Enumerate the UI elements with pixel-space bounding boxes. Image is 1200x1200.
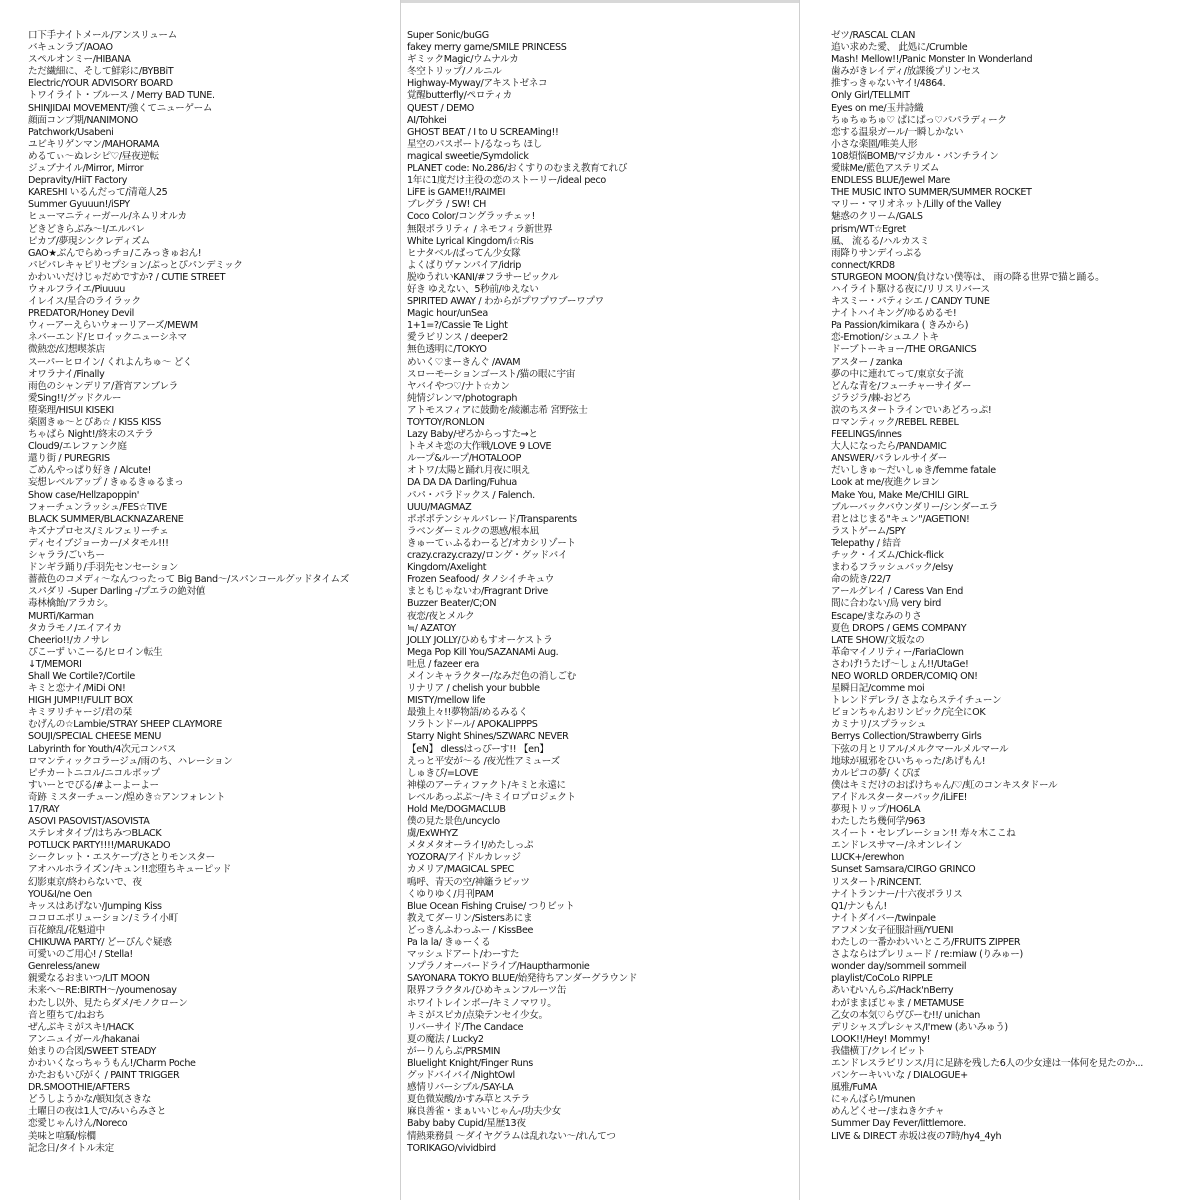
song-entry: むげんの☆Lambie/STRAY SHEEP CLAYMORE (28, 719, 222, 731)
song-entry: 百花繚乱/花魁道中 (28, 924, 105, 936)
song-entry: ちゅちゅちゅ♡ ぱにぱっ♡パパラディーク (831, 114, 1007, 126)
song-entry: THE MUSIC INTO SUMMER/SUMMER ROCKET (831, 187, 1032, 199)
song-entry: キッスはあげない/Jumping Kiss (28, 900, 162, 912)
song-entry: playlist/CoCoLo RIPPLE (831, 973, 933, 985)
song-entry: ANSWER/パラレルサイダー (831, 453, 947, 465)
song-entry: 乙女の本気♡らヴぴーむ!!/ unichan (831, 1009, 980, 1021)
song-entry: デリシャスプレシャス/I'mew (あいみゅう) (831, 1021, 1008, 1033)
song-entry: 恋愛じゃんけん/Noreco (28, 1118, 128, 1130)
song-entry: Blue Ocean Fishing Cruise/ つりビット (407, 900, 575, 912)
song-entry: ユビキリゲンマン/MAHORAMA (28, 138, 159, 150)
song-entry: ジュブナイル/Mirror, Mirror (28, 163, 144, 175)
song-entry: Summer Gyuuun!/iSPY (28, 199, 130, 211)
song-entry: Magic hour/unSea (407, 308, 488, 320)
song-entry: アフメン女子征服計画/YUENI (831, 924, 954, 936)
song-entry: めんどくせー/まねきケチャ (831, 1106, 945, 1118)
song-entry: わがままぼじゃま / METAMUSE (831, 997, 964, 1009)
song-entry: スイート・セレブレーション!! 寿々木ここね (831, 828, 1016, 840)
song-entry: 教えてダーリン/Sistersあにま (407, 912, 533, 924)
song-entry: わたし以外、見たらダメ/モノクローン (28, 997, 188, 1009)
song-entry: wonder day/sommeil sommeil (831, 961, 967, 973)
song-entry: 大人になったら/PANDAMIC (831, 441, 947, 453)
song-entry: TOYTOY/RONLON (407, 417, 485, 428)
song-entry: さわげ!うたげ〜しょん!!/UtaGe! (831, 658, 969, 670)
song-entry: Look at me/夜進クレヨン (831, 477, 940, 489)
song-entry: がーりんらぷ/PRSMIN (407, 1045, 501, 1057)
song-entry: ごめんやっぱり好き / Alcute! (28, 465, 152, 477)
song-entry: アオハルホライズン/キュン!!恋堕ちキューピッド (28, 864, 231, 876)
song-entry: Summer Day Fever/littlemore. (831, 1118, 966, 1130)
song-entry: アールグレイ / Caress Van End (831, 586, 964, 598)
song-entry: めるてぃ〜ぬレシピ♡/昼夜逆転 (28, 150, 159, 162)
song-entry: 純情ジレンマ/photograph (407, 392, 518, 404)
song-entry: Cheerio!!/カノサレ (28, 634, 110, 646)
song-entry: ラベンダーミルクの悪感/根本凪 (407, 525, 539, 537)
song-entry: 無限ポラリティ / ネモフィラ新世界 (407, 223, 553, 235)
song-entry: Eyes on me/玉井詩織 (831, 102, 924, 114)
song-entry: カルピコの夢/ くぴぽ (831, 767, 920, 779)
song-entry: Cloud9/エレファンク庭 (28, 441, 127, 453)
song-entry: 革命マイノリティー/FariaClown (831, 646, 964, 658)
song-entry: 還り街 / PUREGRIS (28, 453, 110, 465)
song-entry: 好き ゆえない、5秒前/ゆえない (407, 283, 539, 295)
song-entry: 覚醒butterfly/ペロティカ (407, 90, 512, 102)
song-entry: かわいいだけじゃだめですか? / CUTIE STREET (28, 271, 226, 283)
song-entry: かわいくなっちゃうもん!/Charm Poche (28, 1057, 196, 1069)
song-entry: さよならはプレリュード / re:miaw (りみゅー) (831, 949, 1023, 961)
song-entry: 夏の魔法 / Lucky2 (407, 1033, 484, 1045)
song-entry: メインキャラクター/なみだ色の消しごむ (407, 670, 576, 682)
song-entry: エンドレスサマー/ネオンレイン (831, 840, 963, 852)
song-list-column-2 (400, 0, 800, 1200)
song-entry: Show case/Hellzapoppin' (28, 489, 140, 501)
song-entry: UUU/MAGMAZ (407, 501, 472, 513)
song-entry: ヤバイやつ♡/ナト☆カン (407, 380, 510, 392)
song-entry: TORIKAGO/vividbird (407, 1142, 496, 1154)
song-entry: キミヲリチャージ/君の栞 (28, 707, 132, 719)
song-entry: マリー・マリオネット/Lilly of the Valley (831, 199, 1002, 211)
song-entry: 美味と喧騒/棕櫚 (28, 1130, 96, 1142)
song-entry: Bluelight Knight/Finger Runs (407, 1057, 533, 1069)
song-entry: フォーチュンラッシュ/FES☆TIVE (28, 501, 167, 513)
song-entry: ENDLESS BLUE/Jewel Mare (831, 175, 950, 187)
song-entry: ハイライト駆ける夜に/リリスリバース (831, 283, 990, 295)
song-entry: POTLUCK PARTY!!!!/MARUKADO (28, 840, 171, 852)
song-entry: Coco Color/コングラッチェッ! (407, 211, 535, 223)
song-entry: 夢の中に連れてって/東京女子流 (831, 368, 964, 380)
song-entry: すいーとでぴる/#よーよーよー (28, 779, 159, 791)
song-entry: 愛ラビリンス / deeper2 (407, 332, 508, 344)
song-entry: 顔面コンプ期/NANIMONO (28, 114, 138, 126)
song-entry: 歯みがきレイディ/放課後プリンセス (831, 66, 981, 78)
song-entry: ディセイブジョーカー/メタモル!!! (28, 537, 169, 549)
song-entry: パンケーキいいな / DIALOGUE+ (831, 1070, 968, 1082)
song-entry: LIVE & DIRECT 赤坂は夜の7時/hy4_4yh (831, 1130, 1002, 1142)
song-entry: Lazy Baby/ぜろからっすた→と (407, 429, 538, 441)
song-entry: 脱ゆうれいKANI/#フラサーピックル (407, 271, 559, 283)
song-entry: 妄想レベルアップ / きゅるきゅるまっ (28, 477, 184, 489)
song-entry: ぴこーず いこーる/ヒロイン転生 (28, 646, 163, 658)
song-entry: Escape/まなみのりさ (831, 610, 922, 622)
song-entry: 雨色のシャンデリア/蒼宵アンブレラ (28, 380, 178, 392)
song-entry: 恋する温泉ガール/一瞬しかない (831, 126, 964, 138)
song-entry: Super Sonic/buGG (407, 30, 489, 41)
song-entry: ブレグラ / SW! CH (407, 199, 486, 211)
song-entry: LATE SHOW/文坂なの (831, 634, 925, 646)
song-entry: GHOST BEAT / I to U SCREAMing!! (407, 126, 559, 138)
song-entry: STURGEON MOON/負けない僕等は、 雨の降る世界で猫と踊る。 (831, 271, 1105, 283)
song-entry: Hold Me/DOGMACLUB (407, 804, 506, 815)
song-entry: イレイス/星合のライラック (28, 296, 141, 308)
song-entry: 推すっきゃないヤイ!/4864. (831, 78, 946, 90)
song-entry: Pa la la/ きゅーくる (407, 937, 491, 949)
song-entry: ループ&ループ/HOTALOOP (407, 453, 522, 465)
song-entry: LUCK+/erewhon (831, 852, 905, 864)
song-entry: 最強上々!!夢物語/めるみるく (407, 707, 528, 719)
song-entry: 僕の見た景色/uncyclo (407, 816, 500, 828)
song-entry: 可愛いのご用心! / Stella! (28, 949, 133, 961)
song-entry: グッドバイバイ/NightOwl (407, 1070, 515, 1082)
song-entry: スーパーヒロイン/ くれよんちゅ〜 どく (28, 356, 193, 368)
song-entry: Patchwork/Usabeni (28, 126, 114, 138)
song-entry: 夜恋/夜とメルク (407, 610, 475, 622)
song-entry: BLACK SUMMER/BLACKNAZARENE (28, 513, 184, 525)
song-entry: 吐息 / fazeer era (407, 658, 480, 670)
song-entry: 冬空トリップ/ノルニル (407, 66, 502, 78)
song-entry: 魅惑のクリーム/GALS (831, 211, 923, 223)
song-entry: まわるフラッシュバック/elsy (831, 562, 954, 574)
song-list-column-1 (0, 0, 400, 1200)
song-entry: DA DA DA Darling/Fuhua (407, 477, 517, 489)
song-entry: Frozen Seafood/ タノシイチキュウ (407, 574, 555, 586)
song-entry: カミナリ/スプラッシュ (831, 719, 926, 731)
song-entry: ぜんぶキミがスキ!/HACK (28, 1021, 134, 1033)
song-entry: マッシュドアート/わーすた (407, 949, 520, 961)
song-entry: どうしようかな/頓知気さきな (28, 1094, 152, 1106)
song-entry: 夏色微炭酸/かすみ草とステラ (407, 1094, 530, 1106)
song-entry: リナリア / chelish your bubble (407, 683, 540, 695)
song-entry: 堕楽理/HISUI KISEKI (28, 404, 114, 416)
song-entry: 追い求めた愛、 此処に/Crumble (831, 42, 968, 54)
song-entry: 親愛なるおまいつ/LIT MOON (28, 973, 150, 985)
song-entry: ↓T/MEMORI (28, 658, 82, 670)
song-entry: ≒/ AZATOY (407, 622, 456, 634)
song-entry: Electric/YOUR ADVISORY BOARD (28, 78, 173, 90)
song-entry: HIGH JUMP!!/FULIT BOX (28, 695, 133, 707)
song-entry: トレンドデレラ/ さよならステイチューン (831, 695, 1002, 707)
song-entry: ギミックMagic/ウムナルカ (407, 54, 519, 66)
song-entry: ただ繊細に、そして鮮彩に/BYBBiT (28, 66, 174, 78)
song-entry: 毒林檎飴/アラカシ。 (28, 598, 114, 610)
song-entry: 間に合わない/鳥 very bird (831, 598, 942, 610)
song-entry: 情熱乗務員 〜ダイヤグラムは乱れない〜/れんてつ (407, 1130, 616, 1142)
song-entry: だいしきゅ〜だいしゅき/femme fatale (831, 465, 996, 477)
song-entry: アンニュイガール/hakanai (28, 1033, 140, 1045)
song-entry: ASOVI PASOVIST/ASOVISTA (28, 816, 150, 828)
song-entry: Baby baby Cupid/星歴13夜 (407, 1118, 526, 1130)
song-entry: 命の続き/22/7 (831, 574, 892, 586)
song-entry: ナイトハイキング/ゆるめるモ! (831, 308, 957, 320)
song-entry: 君とはじまる"キュン"/AGETION! (831, 513, 970, 525)
song-entry: ナイトランナー/十六夜ポラリス (831, 888, 963, 900)
song-entry: わたしの一番かわいいところ/FRUITS ZIPPER (831, 937, 1021, 949)
song-entry: ブルーバックバウンダリー/シンダーエラ (831, 501, 998, 513)
song-entry: 愛昧Me/藍色アステリズム (831, 163, 940, 175)
song-entry: まともじゃないわ/Fragrant Drive (407, 586, 548, 598)
song-entry: アトモスフィアに鼓動を/綾瀬志希 宮野弦士 (407, 404, 588, 416)
song-entry: リスタート/RiNCENT. (831, 876, 922, 888)
song-entry: 風雅/FuMA (831, 1082, 877, 1094)
song-entry: Mash! Mellow!!/Panic Monster In Wonderland (831, 54, 1033, 66)
song-entry: どんな青を/フューチャーサイダー (831, 380, 972, 392)
song-entry: ピチカートニコル/ニコルポップ (28, 767, 160, 779)
song-entry: パパ・パラドックス / Falench. (407, 489, 535, 501)
song-entry: オワラナイ/Finally (28, 368, 105, 380)
song-entry: KARESHI いるんだって/清竜人25 (28, 187, 168, 199)
song-entry: 1年に1度だけ主役の恋のストーリー/ideal peco (407, 175, 606, 187)
song-entry: MISTY/mellow life (407, 695, 486, 707)
song-entry: ジラジラ/棘-おどろ (831, 392, 911, 404)
song-entry: キミと恋ナイ/MiDi ON! (28, 683, 126, 695)
song-list-column-3 (800, 0, 1200, 1200)
song-entry: ネバーエンド/ヒロイックニューシネマ (28, 332, 187, 344)
song-entry: Berrys Collection/Strawberry Girls (831, 731, 982, 743)
song-entry: くゆりゆく/月刊PAM (407, 888, 494, 900)
song-entry: ココロエボリューション/ミライ小町 (28, 912, 178, 924)
song-entry: DR.SMOOTHIE/AFTERS (28, 1082, 130, 1094)
song-entry: Make You, Make Me/CHILI GIRL (831, 489, 969, 501)
song-entry: 記念日/タイトル未定 (28, 1142, 114, 1154)
song-entry: しゅきぴ/=LOVE (407, 767, 479, 779)
song-entry: どっきんふわっふー / KissBee (407, 924, 534, 936)
song-entry: バキュンラブ/AOAO (28, 42, 113, 54)
song-entry: NEO WORLD ORDER/COMIQ ON! (831, 670, 978, 682)
song-entry: 奇跡 ミスターチューン/煌めき☆アンフォレント (28, 791, 226, 803)
song-entry: メタメタオーライ!/めたしっぷ (407, 840, 534, 852)
song-entry: 始まりの合図/SWEET STEADY (28, 1045, 157, 1057)
song-entry: 麻良善雀・まぁいいじゃん-/功夫少女 (407, 1106, 561, 1118)
song-entry: MURTi/Karman (28, 610, 94, 622)
song-entry: SHINJIDAI MOVEMENT/強くてニューゲーム (28, 102, 213, 114)
song-entry: 涙のちスタートラインでいあどろっぷ! (831, 404, 992, 416)
song-entry: 薔薇色のコメディ〜なんつったって Big Band〜/スパンコールグッドタイムズ (28, 574, 349, 586)
song-entry: Shall We Cortile?/Cortile (28, 670, 135, 682)
song-entry: SAYONARA TOKYO BLUE/始発待ちアンダーグラウンド (407, 973, 638, 985)
song-entry: 未来へ〜RE:BIRTH〜/youmenosay (28, 985, 177, 997)
song-entry: Highway-Myway/アキストゼネコ (407, 78, 548, 90)
song-entry: 夏色 DROPS / GEMS COMPANY (831, 622, 967, 634)
song-entry: ゼツ/RASCAL CLAN (831, 30, 916, 41)
song-entry: Only Girl/TELLMIT (831, 90, 910, 102)
song-entry: ちゃぱら Night!/終末のステラ (28, 429, 154, 441)
song-entry: チック・イズム/Chick-flick (831, 550, 944, 562)
song-entry: Starry Night Shines/SZWARC NEVER (407, 731, 569, 743)
song-entry: Kingdom/Axelight (407, 562, 487, 574)
song-entry: ドンギラ踊り/手羽先センセーション (28, 562, 179, 574)
song-entry: 108煩悩BOMB/マジカル・パンチライン (831, 150, 999, 162)
song-entry: ヒューマニティーガール/ネムリオルカ (28, 211, 187, 223)
song-entry: YOU&I/ne Oen (28, 888, 92, 900)
song-entry: オトワ/太陽と踊れ月夜に唄え (407, 465, 531, 477)
song-entry: ドーブトーキョー/THE ORGANICS (831, 344, 977, 356)
song-entry: 限界フラクタル/ひめキュンフルーツ缶 (407, 985, 567, 997)
song-entry: LiFE is GAME!!/RAIMEI (407, 187, 506, 199)
song-entry: 神様のアーティファクト/キミと永遠に (407, 779, 566, 791)
song-entry: スペルオンミー/HIBANA (28, 54, 131, 66)
song-entry: PREDATOR/Honey Devil (28, 308, 134, 320)
song-entry: ソプラノオーバードライブ/Hauptharmonie (407, 961, 590, 973)
song-entry: パピパレキャピリセプション/ぷっとぴパンデミック (28, 259, 243, 271)
song-entry: 星瞬日記/comme moi (831, 683, 925, 695)
song-entry: connect/KRD8 (831, 259, 895, 271)
song-entry: 雨降りサンデイっぷる (831, 247, 922, 259)
song-entry: 無色透明に/TOKYO (407, 344, 487, 356)
song-entry: カメリア/MAGICAL SPEC (407, 864, 514, 876)
song-entry: にゃんばら!/munen (831, 1094, 916, 1106)
song-entry: 1+1=?/Cassie Te Light (407, 320, 508, 332)
song-entry: LOOK!!/Hey! Mommy! (831, 1033, 931, 1045)
song-entry: 口下手ナイトメール/アンスリューム (28, 30, 177, 41)
song-entry: 僕はキミだけのおばけちゃん/♡/虹のコンキスタドール (831, 779, 1058, 791)
song-entry: どきどきらぶみ〜!/エルバレ (28, 223, 145, 235)
song-entry: prism/WT☆Egret (831, 223, 906, 235)
song-entry: ヒナタベル/ぱってん少女隊 (407, 247, 521, 259)
song-entry: ウォルフライエ/Piuuuu (28, 283, 125, 295)
song-entry: キズナプロセス/ミルフェリーチェ (28, 525, 169, 537)
song-entry: SOUJI/SPECIAL CHEESE MENU (28, 731, 162, 743)
song-entry: ウィーアーえらいウォーリアーズ/MEWM (28, 320, 198, 332)
song-entry: White Lyrical Kingdom/i☆Ris (407, 235, 534, 247)
song-entry: ステレオタイプ/はちみつBLACK (28, 828, 162, 840)
song-entry: ロマンティック/REBEL REBEL (831, 417, 959, 428)
song-entry: かたおもいぴがく / PAINT TRIGGER (28, 1070, 180, 1082)
song-entry: ピカブ/夢現シンクレディズム (28, 235, 150, 247)
song-entry: 我儘横丁/クレイビット (831, 1045, 926, 1057)
song-entry: スパダリ -Super Darling -/プエラの絶対値 (28, 586, 206, 598)
song-entry: Genreless/anew (28, 961, 100, 973)
song-entry: 【eN】 dlessはっぴーす!! 【en】 (407, 743, 549, 755)
song-entry: 幻影東京/終わらないで、夜 (28, 876, 142, 888)
song-entry: Mega Pop Kill You/SAZANAMi Aug. (407, 646, 559, 658)
song-entry: 恋-Emotion/シュユノトキ (831, 332, 939, 344)
song-entry: 鳴呼、青天の空/神籬ラビッツ (407, 876, 530, 888)
song-entry: JOLLY JOLLY/ひめもすオーケストラ (407, 634, 553, 646)
song-entry: きゅーてぃふるわーるど/オカシリゾート (407, 537, 576, 549)
song-entry: シークレット・エスケープ/さとりモンスター (28, 852, 215, 864)
song-entry: 楽園きゅ〜とぴあ☆ / KISS KISS (28, 417, 161, 428)
song-entry: めいく♡まーきんぐ /AVAM (407, 356, 521, 368)
song-entry: PLANET code: No.286/おくすりのむまえ教育てれび (407, 163, 628, 175)
song-entry: シャララ/ごいちー (28, 550, 105, 562)
song-entry: 虜/ExWHYZ (407, 828, 458, 840)
song-entry: Telepathy / 結音 (831, 537, 901, 549)
song-entry: YOZORA/アイドルカレッジ (407, 852, 521, 864)
song-entry: SPIRITED AWAY / わからがプワプワブーワプワ (407, 296, 604, 308)
song-entry: ラストゲーム/SPY (831, 525, 906, 537)
song-entry: 風、 流るる/ハルカスミ (831, 235, 930, 247)
song-entry: トワイライト・ブルース / Merry BAD TUNE. (28, 90, 215, 102)
song-entry: レベルあっぷぷ〜/キミイロプロジェクト (407, 791, 576, 803)
song-entry: Depravity/HiiT Factory (28, 175, 128, 187)
song-entry: CHIKUWA PARTY/ どーぴんぐ疑惑 (28, 937, 172, 949)
song-entry: 音と堕ちて/ねおち (28, 1009, 105, 1021)
song-entry: ソラトンドール/ APOKALIPPPS (407, 719, 538, 731)
song-entry: 感情リバーシブル/SAY-LA (407, 1082, 514, 1094)
song-entry: 下弦の月とリアル/メルクマールメルマール (831, 743, 1009, 755)
song-entry: 地球が風邪をひいちゃった/あげもん! (831, 755, 986, 767)
song-entry: AI/Tohkei (407, 114, 447, 126)
song-entry: タカラモノ/エイアイカ (28, 622, 122, 634)
song-entry: magical sweetie/Symdolick (407, 150, 529, 162)
song-entry: QUEST / DEMO (407, 102, 474, 114)
song-entry: 愛Sing!!/グッドクルー (28, 392, 122, 404)
song-entry: fakey merry game/SMILE PRINCESS (407, 42, 567, 54)
song-entry: Q1/ナンもん! (831, 900, 887, 912)
song-entry: ロマンティックコラージュ/雨のち、ハレーション (28, 755, 233, 767)
song-entry: Pa Passion/kimikara ( きみから) (831, 320, 969, 332)
song-entry: ホワイトレインボー/キミノマワリ。 (407, 997, 557, 1009)
song-entry: Sunset Samsara/CIRGO GRINCO (831, 864, 976, 876)
song-entry: キミがスピカ/点染テンセイ少女。 (407, 1009, 548, 1021)
song-entry: スローモーションゴースト/猫の眼に宇宙 (407, 368, 576, 380)
song-entry: ビョンちゃんおリンピック/完全にOK (831, 707, 986, 719)
song-entry: よくばりヴァンパイア/idrip (407, 259, 521, 271)
song-entry: キスミー・パティシエ / CANDY TUNE (831, 296, 990, 308)
song-entry: アスター / zanka (831, 356, 903, 368)
song-entry: Buzzer Beater/C;ON (407, 598, 497, 610)
song-entry: 微熱恋/幻想喫茶店 (28, 344, 105, 356)
song-entry: ナイトダイバー/twinpale (831, 912, 936, 924)
song-entry: アイドルスターターパック/iLiFE! (831, 791, 968, 803)
song-entry: 土曜日の夜は1人で/みいらみさと (28, 1106, 167, 1118)
song-entry: 星空のパスポート/るなっち ほし (407, 138, 542, 150)
song-entry: えっと平安が〜る /夜光性アミューズ (407, 755, 560, 767)
song-entry: 17/RAY (28, 804, 60, 815)
song-entry: 小さな楽園/唯美人形 (831, 138, 918, 150)
song-entry: 夢現トリップ/HO6LA (831, 804, 921, 815)
song-entry: ポポポテンシャルパレード/Transparents (407, 513, 577, 525)
song-entry: crazy.crazy.crazy/ロング・グッドバイ (407, 550, 568, 562)
song-entry: わたしたち幾何学/963 (831, 816, 926, 828)
song-entry: エンドレスラビリンス/月に足跡を残した6人の少女達は一体何を見たのか... (831, 1057, 1143, 1069)
song-entry: GAO★ぶんでらめっチョ/こみっきゅおん! (28, 247, 202, 259)
song-entry: リバーサイド/The Candace (407, 1021, 524, 1033)
song-entry: FEELINGS/innes (831, 429, 902, 441)
song-entry: トキメキ恋の大作戦/LOVE 9 LOVE (407, 441, 552, 453)
song-entry: あいむいんらぶ/Hack'nBerry (831, 985, 954, 997)
song-entry: Labyrinth for Youth/4次元コンパス (28, 743, 176, 755)
